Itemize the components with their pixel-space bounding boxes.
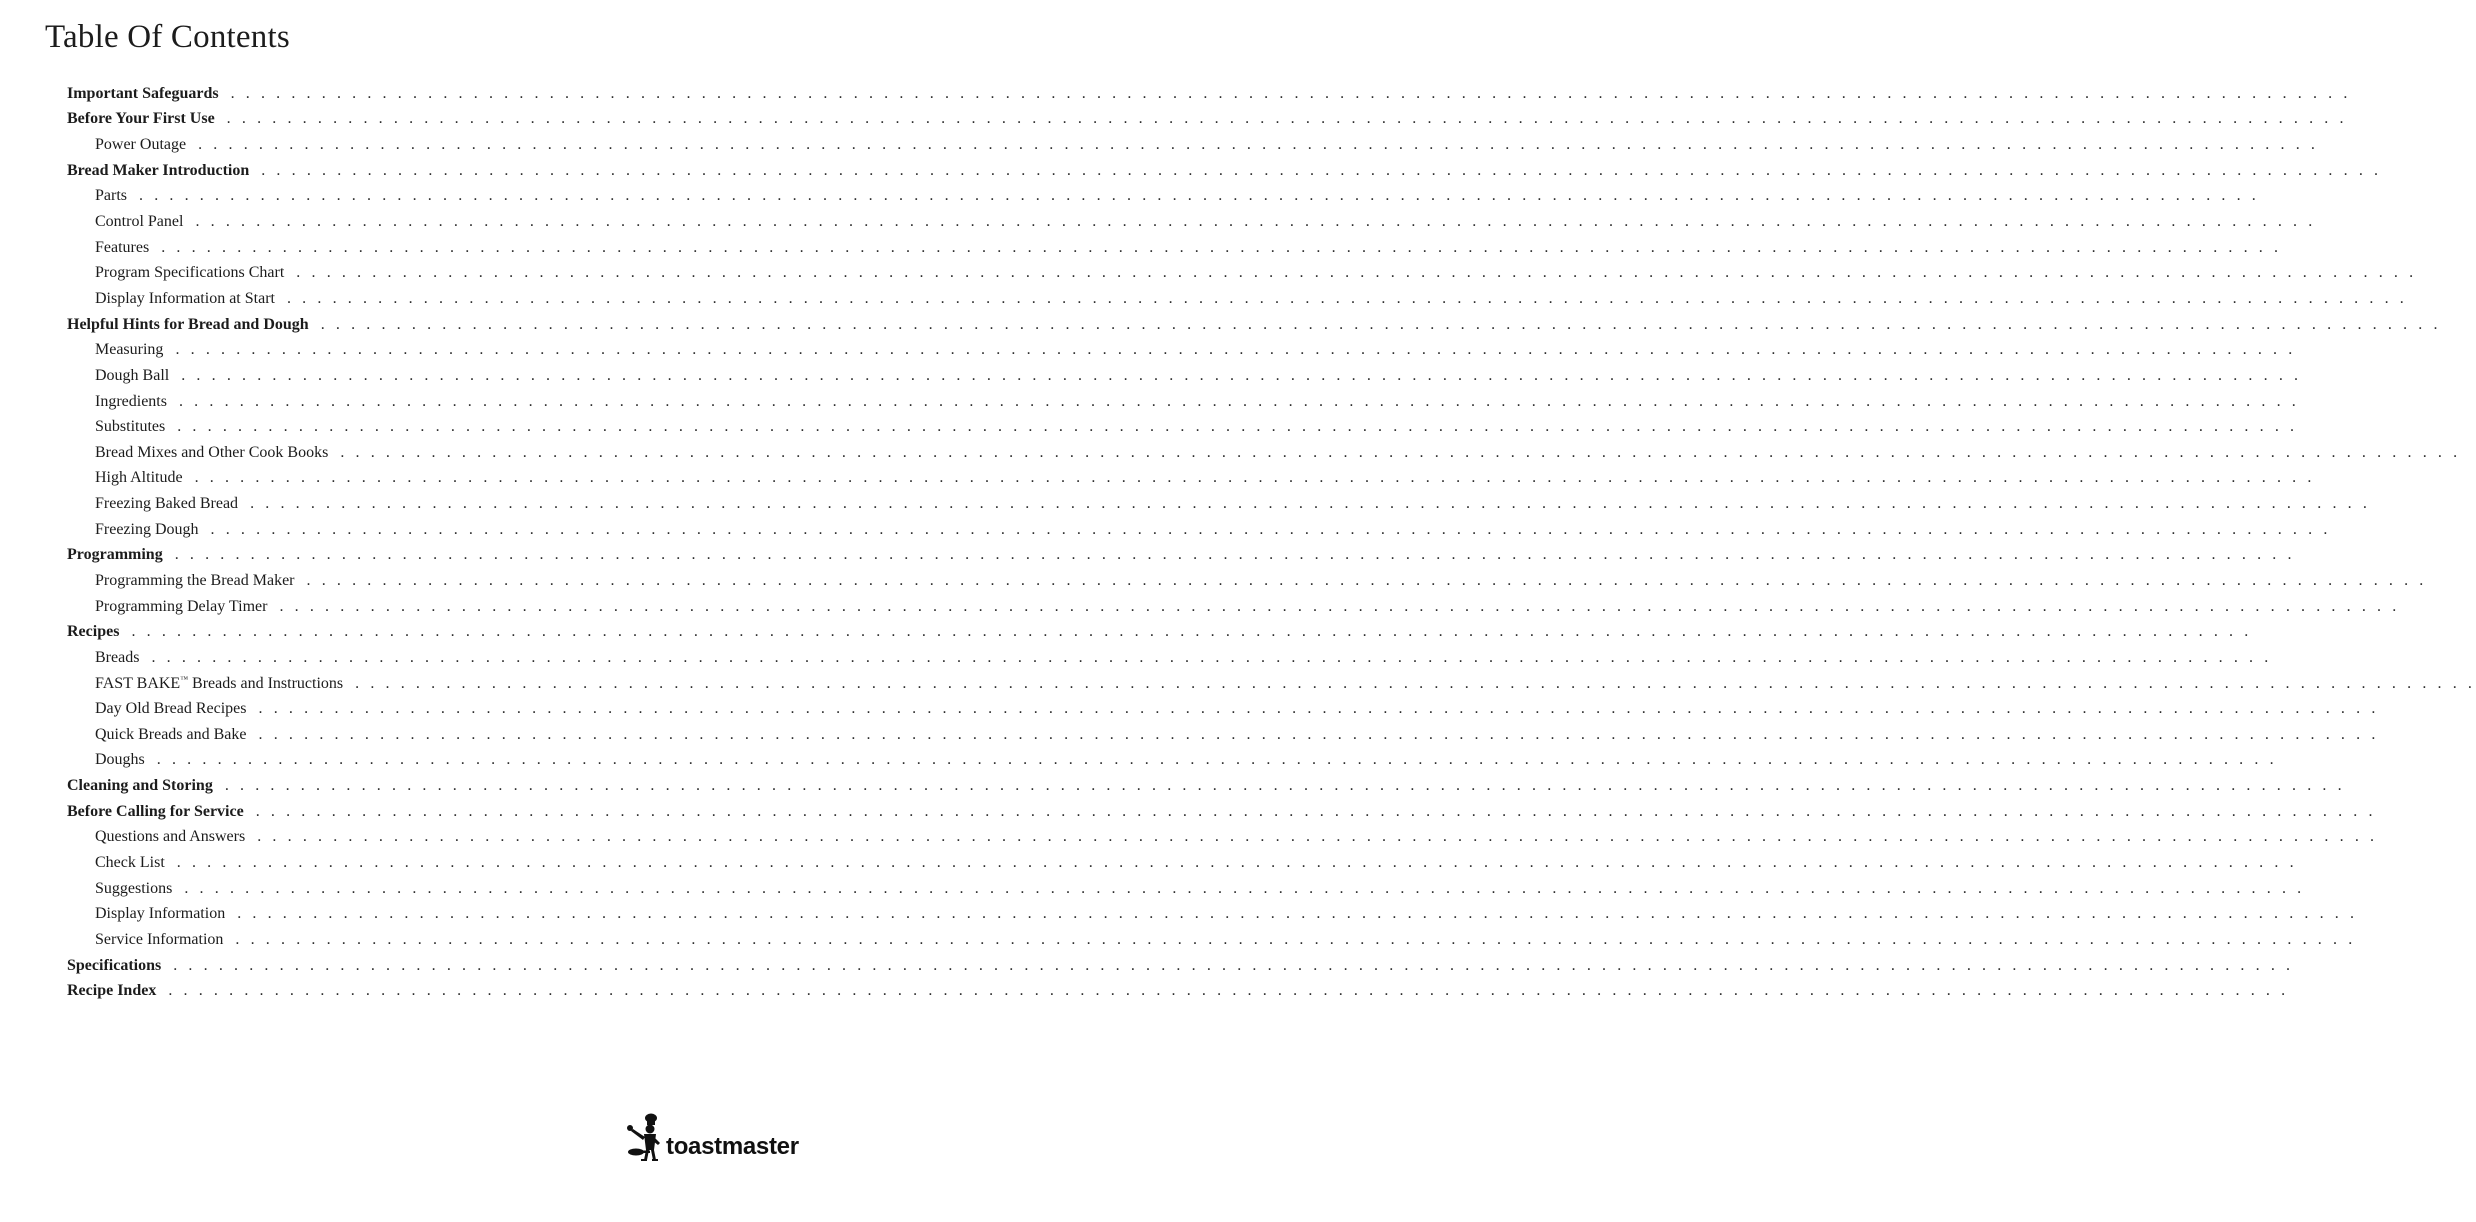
toc-section-entry[interactable] [67,107,2348,133]
dot-leader: . . . . . . . . . . . . . . . . . . . . . . . . . . . . . . . . . . . . . . . . . . . . . . . . . . . . . . . . . . . . . . . . . . . . . . . . . . . . . . . . . . . . . . . . . . . . . . . . . . . . . . . . . . . . . . . . . . . . . . . . . . . . . . . . . . . . . . . . . . . . [250,495,2371,513]
toc-entry-label: Check List [95,854,165,872]
toc-entry-label: Questions and Answers [95,828,246,846]
brand-logo [624,1112,799,1162]
toc-subsection-entry[interactable] [67,850,2298,876]
dot-leader: . . . . . . . . . . . . . . . . . . . . . . . . . . . . . . . . . . . . . . . . . . . . . . . . . . . . . . . . . . . . . . . . . . . . . . . . . . . . . . . . . . . . . . . . . . . . . . . . . . . . . . . . . . . . . . . . . . . . . . . . . . . . . . . . . . . . . . . . . . . . [237,905,2358,923]
toc-subsection-entry[interactable] [67,132,2319,158]
dot-leader: . . . . . . . . . . . . . . . . . . . . . . . . . . . . . . . . . . . . . . . . . . . . . . . . . . . . . . . . . . . . . . . . . . . . . . . . . . . . . . . . . . . . . . . . . . . . . . . . . . . . . . . . . . . . . . . . . . . . . . . . . . . . . . . . . . . . . . . . . . . . [184,879,2305,897]
dot-leader: . . . . . . . . . . . . . . . . . . . . . . . . . . . . . . . . . . . . . . . . . . . . . . . . . . . . . . . . . . . . . . . . . . . . . . . . . . . . . . . . . . . . . . . . . . . . . . . . . . . . . . . . . . . . . . . . . . . . . . . . . . . . . . . . . . . . . . . . . . . . [131,623,2252,641]
dot-leader: . . . . . . . . . . . . . . . . . . . . . . . . . . . . . . . . . . . . . . . . . . . . . . . . . . . . . . . . . . . . . . . . . . . . . . . . . . . . . . . . . . . . . . . . . . . . . . . . . . . . . . . . . . . . . . . . . . . . . . . . . . . . . . . . . . . . . . . . . . . . [306,571,2427,589]
toc-subsection-entry[interactable] [67,517,2331,543]
dot-leader: . . . . . . . . . . . . . . . . . . . . . . . . . . . . . . . . . . . . . . . . . . . . . . . . . . . . . . . . . . . . . . . . . . . . . . . . . . . . . . . . . . . . . . . . . . . . . . . . . . . . . . . . . . . . . . . . . . . . . . . . . . . . . . . . . . . . . . . . . . . . [177,418,2298,436]
toc-subsection-entry[interactable] [67,363,2302,389]
dot-leader: . . . . . . . . . . . . . . . . . . . . . . . . . . . . . . . . . . . . . . . . . . . . . . . . . . . . . . . . . . . . . . . . . . . . . . . . . . . . . . . . . . . . . . . . . . . . . . . . . . . . . . . . . . . . . . . . . . . . . . . . . . . . . . . . . . . . . . . . . . . . [235,930,2356,948]
dot-leader: . . . . . . . . . . . . . . . . . . . . . . . . . . . . . . . . . . . . . . . . . . . . . . . . . . . . . . . . . . . . . . . . . . . . . . . . . . . . . . . . . . . . . . . . . . . . . . . . . . . . . . . . . . . . . . . . . . . . . . . . . . . . . . . . . . . . . . . . . . . . [279,597,2400,615]
toc-entry-label: Recipe Index [67,982,157,1000]
dot-leader: . . . . . . . . . . . . . . . . . . . . . . . . . . . . . . . . . . . . . . . . . . . . . . . . . . . . . . . . . . . . . . . . . . . . . . . . . . . . . . . . . . . . . . . . . . . . . . . . . . . . . . . . . . . . . . . . . . . . . . . . . . . . . . . . . . . . . . . . . . . . [226,110,2348,128]
toc-entry-label: Helpful Hints for Bread and Dough [67,315,309,333]
dot-leader: . . . . . . . . . . . . . . . . . . . . . . . . . . . . . . . . . . . . . . . . . . . . . . . . . . . . . . . . . . . . . . . . . . . . . . . . . . . . . . . . . . . . . . . . . . . . . . . . . . . . . . . . . . . . . . . . . . . . . . . . . . . . . . . . . . . . . . . . . . . . [258,725,2379,743]
toc-entry-label: Freezing Baked Bread [95,495,239,513]
chef-mascot-icon [624,1112,664,1162]
toc-subsection-entry[interactable] [67,927,2356,953]
toc-entry-label: Substitutes [95,418,166,436]
toc-subsection-entry[interactable] [67,184,2260,210]
dot-leader: . . . . . . . . . . . . . . . . . . . . . . . . . . . . . . . . . . . . . . . . . . . . . . . . . . . . . . . . . . . . . . . . . . . . . . . . . . . . . . . . . . . . . . . . . . . . . . . . . . . . . . . . . . . . . . . . . . . . . . . . . . . . . . . . . . . . . . . . . . . . [257,828,2378,846]
toc-subsection-entry[interactable] [67,902,2358,928]
toc-entry-label: Bread Maker Introduction [67,161,250,179]
toc-subsection-entry[interactable] [67,825,2378,851]
toc-entry-label: Program Specifications Chart [95,264,285,282]
toc-subsection-entry[interactable] [67,209,2316,235]
dot-leader: . . . . . . . . . . . . . . . . . . . . . . . . . . . . . . . . . . . . . . . . . . . . . . . . . . . . . . . . . . . . . . . . . . . . . . . . . . . . . . . . . . . . . . . . . . . . . . . . . . . . . . . . . . . . . . . . . . . . . . . . . . . . . . . . . . . . . . . . . . . . [340,443,2461,461]
toc-subsection-entry[interactable] [67,671,2476,697]
dot-leader: . . . . . . . . . . . . . . . . . . . . . . . . . . . . . . . . . . . . . . . . . . . . . . . . . . . . . . . . . . . . . . . . . . . . . . . . . . . . . . . . . . . . . . . . . . . . . . . . . . . . . . . . . . . . . . . . . . . . . . . . . . . . . . . . . . . . . . . . . . . . [210,520,2331,538]
dot-leader: . . . . . . . . . . . . . . . . . . . . . . . . . . . . . . . . . . . . . . . . . . . . . . . . . . . . . . . . . . . . . . . . . . . . . . . . . . . . . . . . . . . . . . . . . . . . . . . . . . . . . . . . . . . . . . . . . . . . . . . . . . . . . . . . . . . . . . . . . . . . [255,802,2377,820]
toc-section-entry[interactable] [67,543,2296,569]
dot-leader: . . . . . . . . . . . . . . . . . . . . . . . . . . . . . . . . . . . . . . . . . . . . . . . . . . . . . . . . . . . . . . . . . . . . . . . . . . . . . . . . . . . . . . . . . . . . . . . . . . . . . . . . . . . . . . . . . . . . . . . . . . . . . . . . . . . . . . . . . . . . [176,854,2298,872]
dot-leader: . . . . . . . . . . . . . . . . . . . . . . . . . . . . . . . . . . . . . . . . . . . . . . . . . . . . . . . . . . . . . . . . . . . . . . . . . . . . . . . . . . . . . . . . . . . . . . . . . . . . . . . . . . . . . . . . . . . . . . . . . . . . . . . . . . . . . . . . . . . . [195,213,2316,231]
toc-section-entry[interactable] [67,619,2252,645]
dot-leader: . . . . . . . . . . . . . . . . . . . . . . . . . . . . . . . . . . . . . . . . . . . . . . . . . . . . . . . . . . . . . . . . . . . . . . . . . . . . . . . . . . . . . . . . . . . . . . . . . . . . . . . . . . . . . . . . . . . . . . . . . . . . . . . . . . . . . . . . . . . . [355,674,2476,692]
dot-leader: . . . . . . . . . . . . . . . . . . . . . . . . . . . . . . . . . . . . . . . . . . . . . . . . . . . . . . . . . . . . . . . . . . . . . . . . . . . . . . . . . . . . . . . . . . . . . . . . . . . . . . . . . . . . . . . . . . . . . . . . . . . . . . . . . . . . . . . . . . . . [261,161,2382,179]
dot-leader: . . . . . . . . . . . . . . . . . . . . . . . . . . . . . . . . . . . . . . . . . . . . . . . . . . . . . . . . . . . . . . . . . . . . . . . . . . . . . . . . . . . . . . . . . . . . . . . . . . . . . . . . . . . . . . . . . . . . . . . . . . . . . . . . . . . . . . . . . . . . [230,84,2351,102]
toc-entry-label: Programming Delay Timer [95,597,268,615]
dot-leader: . . . . . . . . . . . . . . . . . . . . . . . . . . . . . . . . . . . . . . . . . . . . . . . . . . . . . . . . . . . . . . . . . . . . . . . . . . . . . . . . . . . . . . . . . . . . . . . . . . . . . . . . . . . . . . . . . . . . . . . . . . . . . . . . . . . . . . . . . . . . [178,392,2300,410]
toc-entry-label: Freezing Dough [95,520,199,538]
toc-entry-label: Specifications [67,956,162,974]
toc-entry-label: Programming the Bread Maker [95,571,295,589]
dot-leader: . . . . . . . . . . . . . . . . . . . . . . . . . . . . . . . . . . . . . . . . . . . . . . . . . . . . . . . . . . . . . . . . . . . . . . . . . . . . . . . . . . . . . . . . . . . . . . . . . . . . . . . . . . . . . . . . . . . . . . . . . . . . . . . . . . . . . . . . . . . . [173,956,2294,974]
dot-leader: . . . . . . . . . . . . . . . . . . . . . . . . . . . . . . . . . . . . . . . . . . . . . . . . . . . . . . . . . . . . . . . . . . . . . . . . . . . . . . . . . . . . . . . . . . . . . . . . . . . . . . . . . . . . . . . . . . . . . . . . . . . . . . . . . . . . . . . . . . . . [198,136,2319,154]
toc-subsection-entry[interactable] [67,440,2461,466]
toc-subsection-entry[interactable] [67,645,2272,671]
toc-subsection-entry[interactable] [67,260,2417,286]
dot-leader: . . . . . . . . . . . . . . . . . . . . . . . . . . . . . . . . . . . . . . . . . . . . . . . . . . . . . . . . . . . . . . . . . . . . . . . . . . . . . . . . . . . . . . . . . . . . . . . . . . . . . . . . . . . . . . . . . . . . . . . . . . . . . . . . . . . . . . . . . . . . [224,777,2346,795]
dot-leader: . . . . . . . . . . . . . . . . . . . . . . . . . . . . . . . . . . . . . . . . . . . . . . . . . . . . . . . . . . . . . . . . . . . . . . . . . . . . . . . . . . . . . . . . . . . . . . . . . . . . . . . . . . . . . . . . . . . . . . . . . . . . . . . . . . . . . . . . . . . . [151,648,2272,666]
dot-leader: . . . . . . . . . . . . . . . . . . . . . . . . . . . . . . . . . . . . . . . . . . . . . . . . . . . . . . . . . . . . . . . . . . . . . . . . . . . . . . . . . . . . . . . . . . . . . . . . . . . . . . . . . . . . . . . . . . . . . . . . . . . . . . . . . . . . . . . . . . . . [156,751,2278,769]
dot-leader: . . . . . . . . . . . . . . . . . . . . . . . . . . . . . . . . . . . . . . . . . . . . . . . . . . . . . . . . . . . . . . . . . . . . . . . . . . . . . . . . . . . . . . . . . . . . . . . . . . . . . . . . . . . . . . . . . . . . . . . . . . . . . . . . . . . . . . . . . . . . [175,341,2296,359]
dot-leader: . . . . . . . . . . . . . . . . . . . . . . . . . . . . . . . . . . . . . . . . . . . . . . . . . . . . . . . . . . . . . . . . . . . . . . . . . . . . . . . . . . . . . . . . . . . . . . . . . . . . . . . . . . . . . . . . . . . . . . . . . . . . . . . . . . . . . . . . . . . . [168,982,2289,1000]
toc-subsection-entry[interactable] [67,286,2408,312]
toc-entry-label: Important Safeguards [67,84,219,102]
toc-entry-label: Quick Breads and Bake [95,725,247,743]
toc-subsection-entry[interactable] [67,337,2296,363]
toc-section-entry[interactable] [67,312,2442,338]
page-title: Table Of Contents [45,19,290,55]
toc-subsection-entry[interactable] [67,594,2400,620]
toc-entry-label: Suggestions [95,879,173,897]
toc-entry-label: Control Panel [95,213,184,231]
toc-entry-label: Before Your First Use [67,110,215,128]
toc-entry-label: Dough Ball [95,366,170,384]
dot-leader: . . . . . . . . . . . . . . . . . . . . . . . . . . . . . . . . . . . . . . . . . . . . . . . . . . . . . . . . . . . . . . . . . . . . . . . . . . . . . . . . . . . . . . . . . . . . . . . . . . . . . . . . . . . . . . . . . . . . . . . . . . . . . . . . . . . . . . . . . . . . [181,366,2302,384]
toc-entry-label: Parts [95,187,127,205]
toc-entry-label: Service Information [95,930,224,948]
trademark-symbol: ™ [180,674,189,684]
toc-subsection-entry[interactable] [67,568,2427,594]
toc-entry-label: Programming [67,546,163,564]
dot-leader: . . . . . . . . . . . . . . . . . . . . . . . . . . . . . . . . . . . . . . . . . . . . . . . . . . . . . . . . . . . . . . . . . . . . . . . . . . . . . . . . . . . . . . . . . . . . . . . . . . . . . . . . . . . . . . . . . . . . . . . . . . . . . . . . . . . . . . . . . . . . [258,700,2379,718]
dot-leader: . . . . . . . . . . . . . . . . . . . . . . . . . . . . . . . . . . . . . . . . . . . . . . . . . . . . . . . . . . . . . . . . . . . . . . . . . . . . . . . . . . . . . . . . . . . . . . . . . . . . . . . . . . . . . . . . . . . . . . . . . . . . . . . . . . . . . . . . . . . . [194,469,2315,487]
toc-section-entry[interactable] [67,978,2289,1004]
toc-entry-label: Cleaning and Storing [67,777,213,795]
toc-section-entry[interactable] [67,81,2351,107]
toc-entry-label: Measuring [95,341,164,359]
toc-entry-label: High Altitude [95,469,183,487]
toc-entry-label: Before Calling for Service [67,802,244,820]
table-of-contents [67,81,2476,1004]
toc-subsection-entry[interactable] [67,414,2298,440]
toc-subsection-entry[interactable] [67,696,2379,722]
toc-entry-label: Bread Mixes and Other Cook Books [95,443,329,461]
toc-subsection-entry[interactable] [67,876,2305,902]
toc-entry-label: Day Old Bread Recipes [95,700,247,718]
toc-entry-label: Display Information [95,905,226,923]
dot-leader: . . . . . . . . . . . . . . . . . . . . . . . . . . . . . . . . . . . . . . . . . . . . . . . . . . . . . . . . . . . . . . . . . . . . . . . . . . . . . . . . . . . . . . . . . . . . . . . . . . . . . . . . . . . . . . . . . . . . . . . . . . . . . . . . . . . . . . . . . . . . [296,264,2417,282]
toc-subsection-entry[interactable] [67,235,2282,261]
toc-entry-label: Display Information at Start [95,289,275,307]
toc-section-entry[interactable] [67,773,2346,799]
toc-subsection-entry[interactable] [67,748,2278,774]
dot-leader: . . . . . . . . . . . . . . . . . . . . . . . . . . . . . . . . . . . . . . . . . . . . . . . . . . . . . . . . . . . . . . . . . . . . . . . . . . . . . . . . . . . . . . . . . . . . . . . . . . . . . . . . . . . . . . . . . . . . . . . . . . . . . . . . . . . . . . . . . . . . [161,238,2282,256]
toc-section-entry[interactable] [67,953,2294,979]
toc-section-entry[interactable] [67,158,2382,184]
toc-entry-label: Features [95,238,150,256]
toc-subsection-entry[interactable] [67,466,2315,492]
toc-entry-label: Power Outage [95,136,187,154]
toc-subsection-entry[interactable] [67,389,2300,415]
brand-name: toastmaster [666,1133,799,1160]
toc-entry-label: FAST BAKE™ Breads and Instructions [95,674,344,692]
dot-leader: . . . . . . . . . . . . . . . . . . . . . . . . . . . . . . . . . . . . . . . . . . . . . . . . . . . . . . . . . . . . . . . . . . . . . . . . . . . . . . . . . . . . . . . . . . . . . . . . . . . . . . . . . . . . . . . . . . . . . . . . . . . . . . . . . . . . . . . . . . . . [320,315,2442,333]
toc-subsection-entry[interactable] [67,491,2371,517]
toc-entry-label: Ingredients [95,392,167,410]
toc-entry-label: Doughs [95,751,145,769]
dot-leader: . . . . . . . . . . . . . . . . . . . . . . . . . . . . . . . . . . . . . . . . . . . . . . . . . . . . . . . . . . . . . . . . . . . . . . . . . . . . . . . . . . . . . . . . . . . . . . . . . . . . . . . . . . . . . . . . . . . . . . . . . . . . . . . . . . . . . . . . . . . . [174,546,2296,564]
dot-leader: . . . . . . . . . . . . . . . . . . . . . . . . . . . . . . . . . . . . . . . . . . . . . . . . . . . . . . . . . . . . . . . . . . . . . . . . . . . . . . . . . . . . . . . . . . . . . . . . . . . . . . . . . . . . . . . . . . . . . . . . . . . . . . . . . . . . . . . . . . . . [286,289,2408,307]
dot-leader: . . . . . . . . . . . . . . . . . . . . . . . . . . . . . . . . . . . . . . . . . . . . . . . . . . . . . . . . . . . . . . . . . . . . . . . . . . . . . . . . . . . . . . . . . . . . . . . . . . . . . . . . . . . . . . . . . . . . . . . . . . . . . . . . . . . . . . . . . . . . [139,187,2260,205]
toc-subsection-entry[interactable] [67,722,2379,748]
toc-entry-label: Recipes [67,623,120,641]
toc-section-entry[interactable] [67,799,2377,825]
toc-entry-label: Breads [95,648,140,666]
